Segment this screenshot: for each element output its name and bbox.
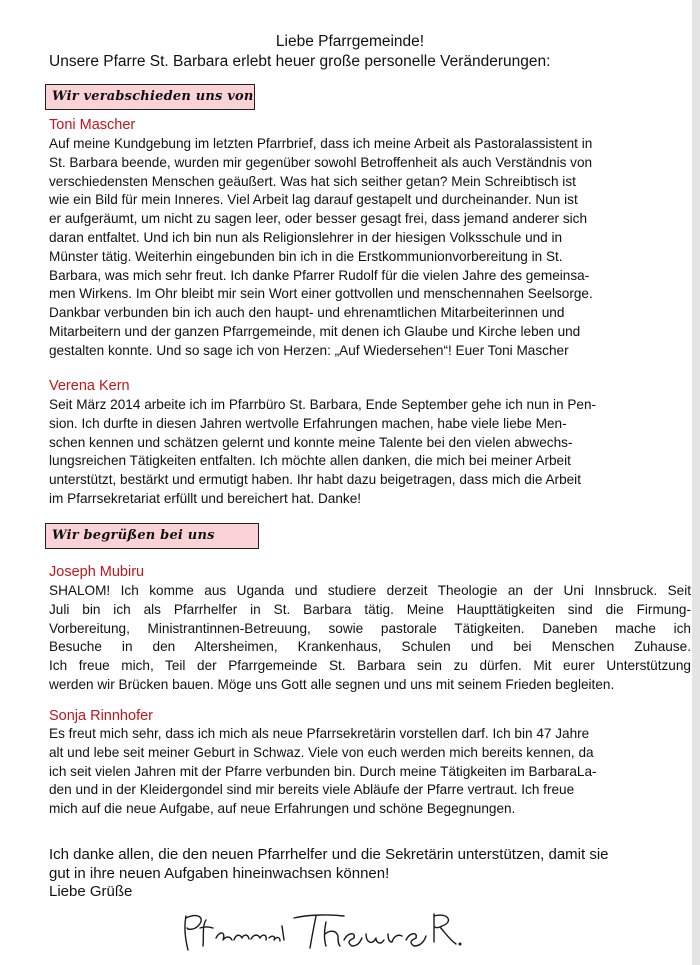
text-line: Besuche in den Altersheimen, Krankenhaus, Schulen und bei Menschen Zuhause.	[49, 639, 691, 655]
text-line: den und in der Kleidergondel sind mir bereits viele Abläufe der Pfarre vertraut. Ich freue	[49, 782, 575, 798]
intro-line: Unsere Pfarre St. Barbara erlebt heuer große personelle Veränderungen:	[49, 53, 551, 70]
paragraph-toni-mascher	[49, 135, 681, 361]
text-line: unterstützt, bestärkt und ermutigt haben. Ihr habt dazu beigetragen, dass mich die Arbeit	[49, 472, 581, 488]
farewell-heading-box	[45, 84, 255, 110]
text-line: im Pfarrsekretariat erfüllt und bereichert hat. Danke!	[49, 490, 362, 506]
person-name-joseph-mubiru: Joseph Mubiru	[49, 564, 145, 580]
text-line: ich seit vielen Jahren mit der Pfarre verbunden bin. Durch meine Tätigkeiten im BarbaraLa-	[49, 763, 597, 779]
text-line: Münster tätig. Weiterhin eingebunden bin ich in die Erstkommunionvorbereitung in St.	[49, 248, 563, 264]
paragraph-joseph-mubiru	[49, 582, 691, 695]
closing-block	[49, 846, 689, 902]
text-line: Vorbereitung, Ministrantinnen-Betreuung, sowie pastorale Tätigkeiten. Daneben mache ich	[49, 620, 691, 636]
text-line: Auf meine Kundgebung im letzten Pfarrbrief, dass ich meine Arbeit als Pastoralassistent in	[49, 136, 593, 151]
text-line: verschiedensten Menschen geäußert. Was hat sich seither getan? Mein Schreibtisch ist	[49, 173, 576, 189]
text-line: Es freut mich sehr, dass ich mich als neue Pfarrsekretärin vorstellen darf. Ich bin 47 Jahre	[49, 726, 590, 741]
text-line: Seit März 2014 arbeite ich im Pfarrbüro St. Barbara, Ende September gehe ich nun in Pen-	[49, 397, 597, 412]
text-line: daran entfaltet. Und ich bin nun als Religionslehrer in der hiesigen Volksschule und in	[49, 229, 563, 245]
paragraph-verena-kern	[49, 396, 681, 509]
salutation: Liebe Pfarrgemeinde!	[275, 33, 425, 50]
text-line: SHALOM! Ich komme aus Uganda und studiere derzeit Theologie an der Uni Innsbruck. Seit	[49, 583, 691, 598]
text-line: sion. Ich durfte in diesen Jahren wertvolle Erfahrungen machen, habe viele liebe Men-	[49, 415, 567, 431]
text-line: men Wirkens. Im Ohr bleibt mir sein Wort einer gottvollen und menschennahen Seelsorge.	[49, 286, 593, 302]
text-line: gestalten konnte. Und so sage ich von Herzen: „Auf Wiedersehen“! Euer Toni Mascher	[49, 342, 569, 358]
paragraph-sonja-rinnhofer	[49, 725, 681, 819]
text-line: Dankbar verbunden bin ich auch den haupt- und ehrenamtlichen Mitarbeiterinnen und	[49, 305, 565, 321]
welcome-heading-box	[45, 523, 259, 549]
text-line: mich auf die neue Aufgabe, auf neue Erfahrungen und schöne Begegnungen.	[49, 801, 516, 817]
text-line: Mitarbeitern und der ganzen Pfarrgemeinde, mit denen ich Glaube und Kirche leben und	[49, 323, 581, 339]
closing-greeting: Liebe Grüße	[49, 883, 133, 900]
person-name-sonja-rinnhofer: Sonja Rinnhofer	[49, 708, 153, 724]
text-line: werden wir Brücken bauen. Möge uns Gott alle segnen und uns mit seinem Frieden begleiten.	[49, 676, 615, 692]
person-name-toni-mascher: Toni Mascher	[49, 117, 136, 133]
text-line: Juli bin ich als Pfarrhelfer in St. Barbara tätig. Meine Haupttätigkeiten sind die Firmung-	[49, 601, 691, 617]
handwritten-signature	[176, 906, 516, 956]
text-line: Barbara, was mich sehr freut. Ich danke Pfarrer Rudolf für die vielen Jahre des gemeinsa-	[49, 267, 590, 283]
text-line: Ich freue mich, Teil der Pfarrgemeinde St. Barbara sein zu dürfen. Mit eurer Unterstützung	[49, 658, 691, 674]
page-edge-shadow	[692, 0, 700, 965]
text-line: wie ein Bild für mein Inneres. Viel Arbeit lag darauf gestapelt und durcheinander. Nun ist	[49, 192, 578, 208]
text-line: lungsreichen Tätigkeiten entfalten. Ich möchte allen danken, die mich bei meiner Arbeit	[49, 453, 571, 469]
closing-line: Ich danke allen, die den neuen Pfarrhelfer und die Sekretärin unterstützen, damit sie	[49, 846, 609, 863]
text-line: alt und lebe seit meiner Geburt in Schwaz. Viele von euch werden mich bereits kennen, da	[49, 744, 594, 760]
text-line: St. Barbara beende, wurden mir gegenüber sowohl Betroffenheit als auch Verständnis von	[49, 154, 593, 170]
person-name-verena-kern: Verena Kern	[49, 378, 130, 394]
welcome-heading: Wir begrüßen bei uns	[52, 528, 215, 543]
farewell-heading: Wir verabschieden uns von	[52, 89, 254, 104]
text-line: schen kennen und schätzen gelernt und konnte meine Talente bei den vielen abwechs-	[49, 434, 573, 450]
text-line: er aufgeräumt, um nicht zu sagen leer, oder besser gesagt frei, dass jemand anderer sich	[49, 211, 588, 227]
closing-line: gut in ihre neuen Aufgaben hineinwachsen können!	[49, 864, 390, 882]
